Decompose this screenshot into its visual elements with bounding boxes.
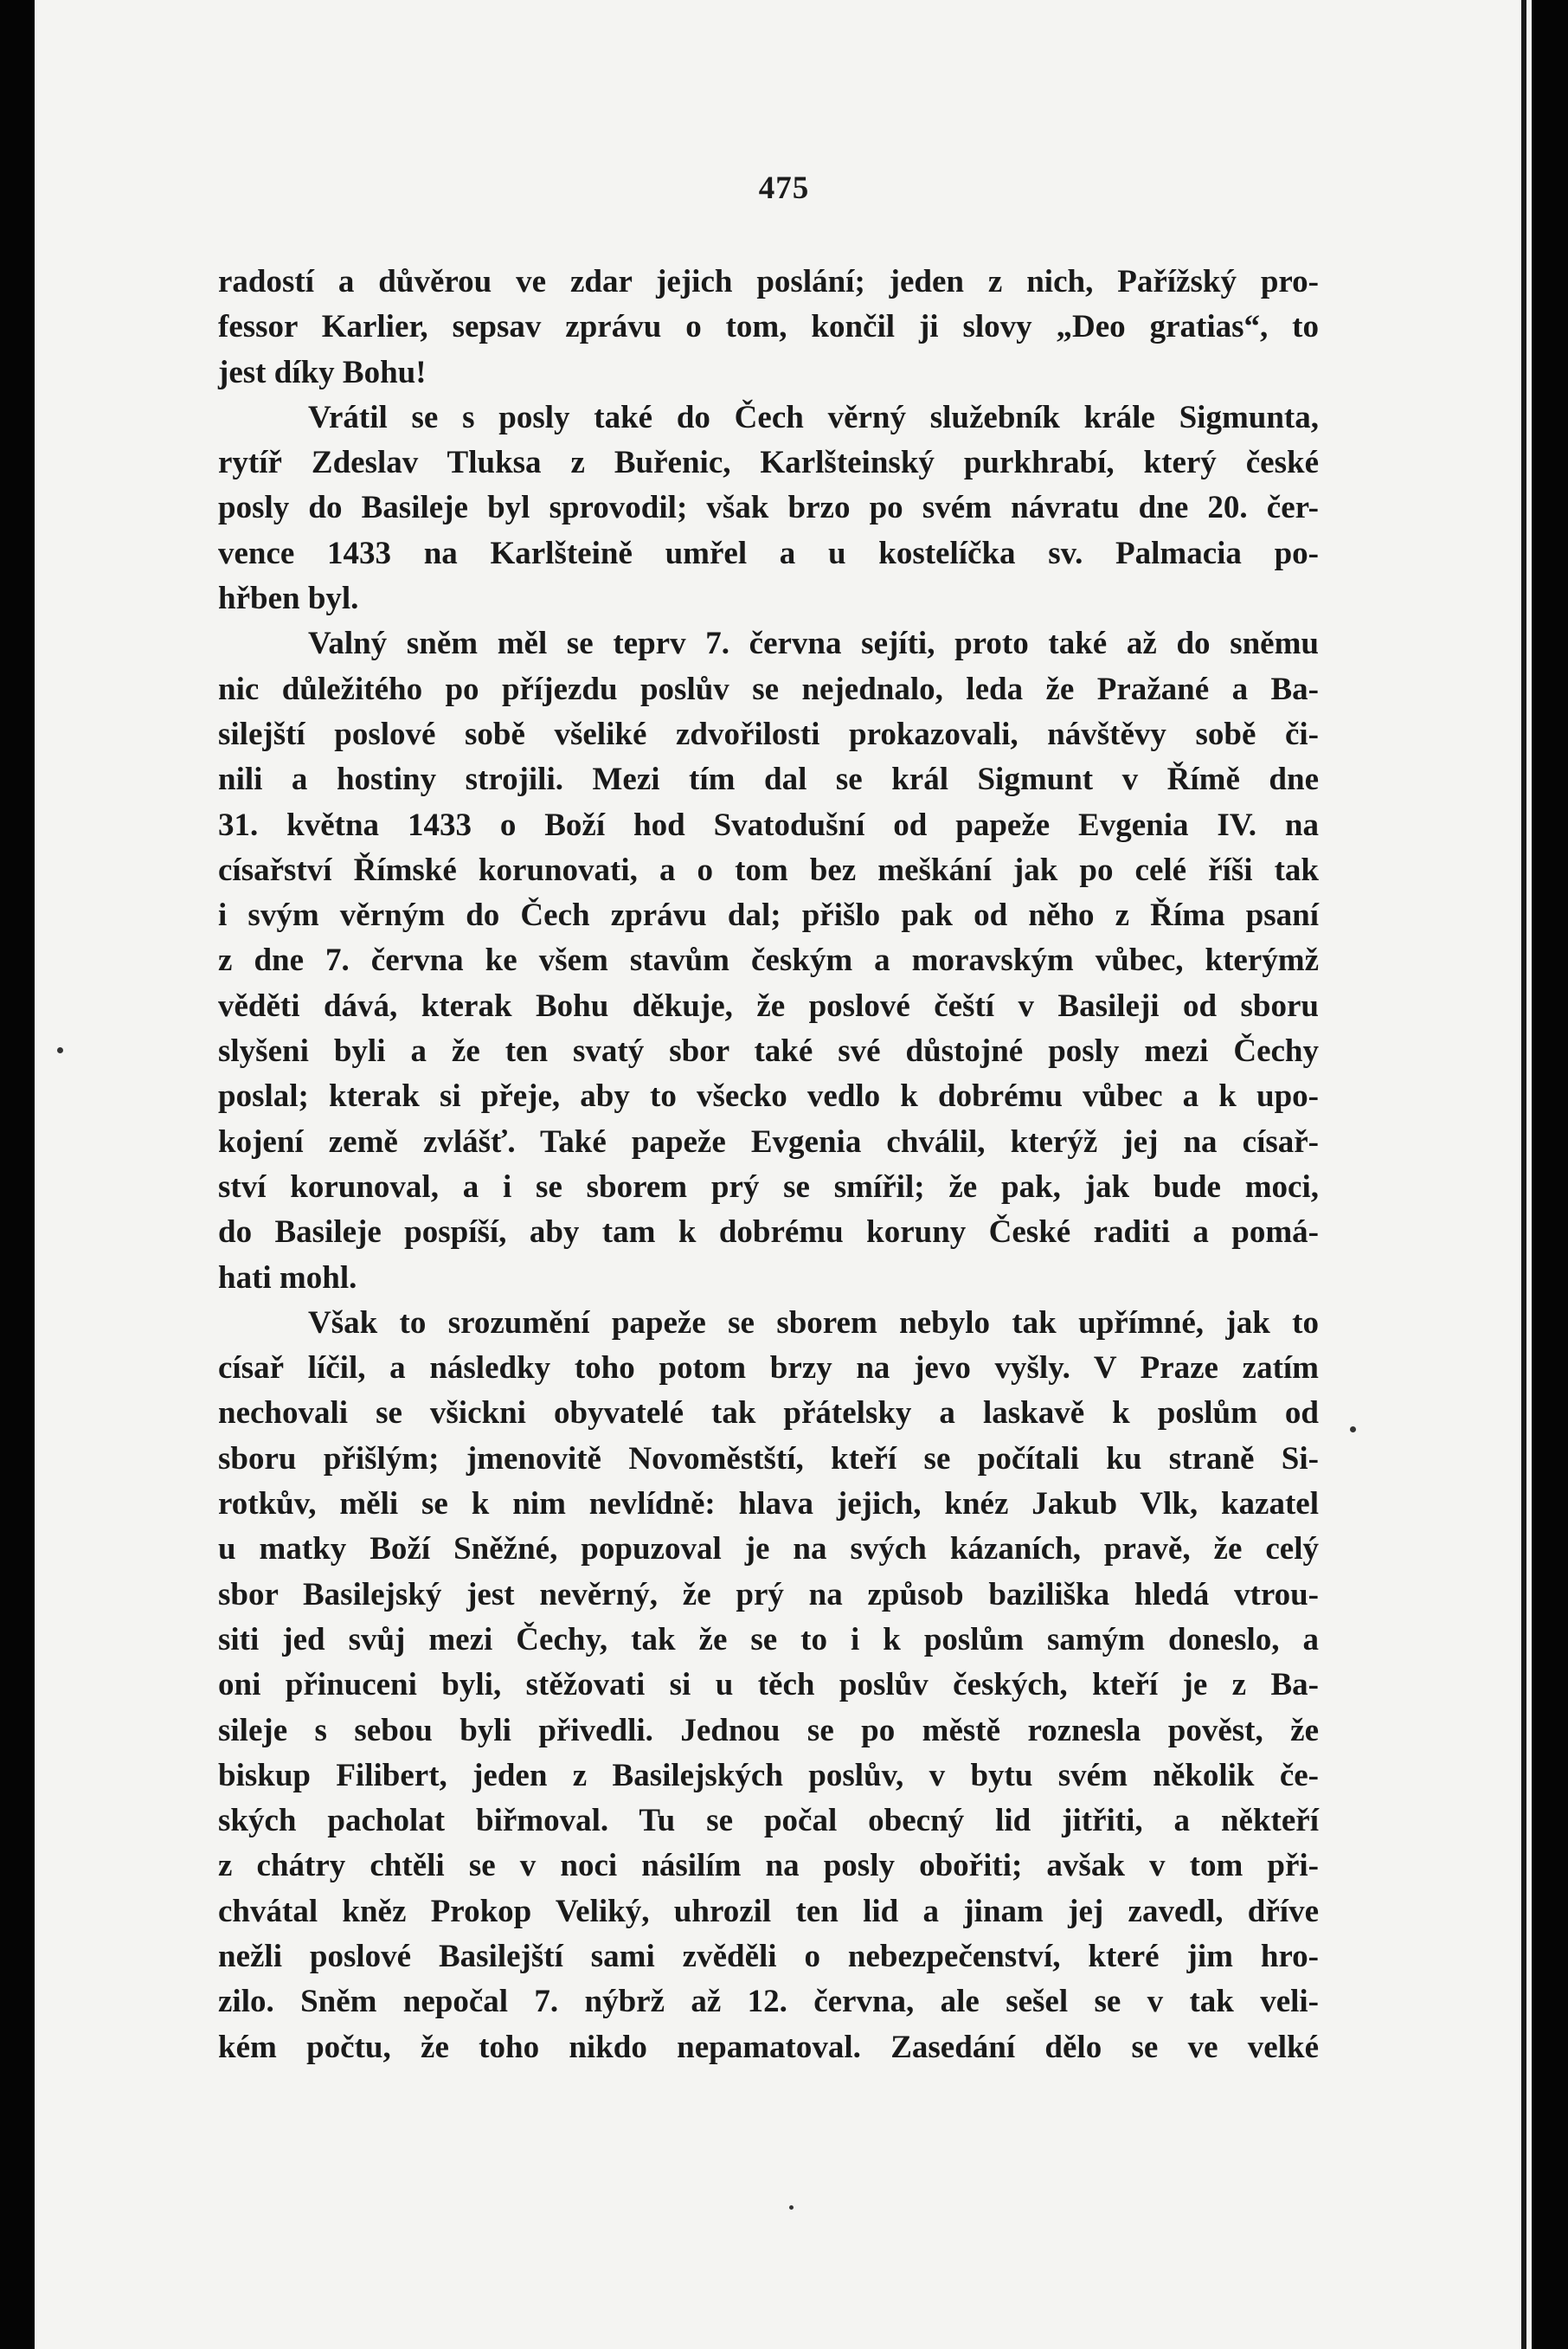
text-line: poslal; kterak si přeje, aby to všecko vedlo k dobrému vůbec a k upo-: [218, 1078, 1319, 1115]
text-line: do Basileje pospíší, aby tam k dobrému koruny České raditi a pomá-: [218, 1214, 1319, 1251]
text-line: kém počtu, že toho nikdo nepamatoval. Zasedání dělo se ve velké: [218, 2029, 1319, 2065]
text-line: radostí a důvěrou ve zdar jejich poslání; jeden z nich, Pařížský pro-: [218, 264, 1319, 299]
scan-speck: [57, 1047, 63, 1053]
text-line: hati mohl.: [218, 1259, 357, 1296]
scan-border-right: [1532, 0, 1568, 2349]
text-line: císařství Římské korunovati, a o tom bez meškání jak po celé říši tak: [218, 852, 1319, 888]
text-line: silejští poslové sobě všeliké zdvořilosti prokazovali, návštěvy sobě či-: [218, 716, 1319, 752]
text-line: fessor Karlier, sepsav zprávu o tom, končil ji slovy „Deo gratias“, to: [218, 309, 1319, 345]
text-line: nili a hostiny strojili. Mezi tím dal se král Sigmunt v Římě dne: [218, 762, 1319, 798]
text-line: ských pacholat biřmoval. Tu se počal obecný lid jitřiti, a někteří: [218, 1803, 1319, 1839]
text-line: kojení země zvlášť. Také papeže Evgenia chválil, kterýž jej na císař-: [218, 1123, 1319, 1160]
text-line: nežli poslové Basilejští sami zvěděli o nebezpečenství, které jim hro-: [218, 1938, 1319, 1974]
text-line: siti jed svůj mezi Čechy, tak že se to i k poslům samým doneslo, a: [218, 1621, 1319, 1657]
text-line: sbor Basilejský jest nevěrný, že prý na způsob baziliška hledá vtrou-: [218, 1576, 1319, 1612]
text-line: zilo. Sněm nepočal 7. nýbrž až 12. června, ale sešel se v tak veli-: [218, 1984, 1319, 2020]
text-line: rotkův, měli se k nim nevlídně: hlava jejich, knéz Jakub Vlk, kazatel: [218, 1486, 1319, 1522]
body-text: [218, 260, 1319, 2070]
text-line: slyšeni byli a že ten svatý sbor také své důstojné posly mezi Čechy: [218, 1033, 1319, 1070]
text-line: vence 1433 na Karlšteině umřel a u kostelíčka sv. Palmacia po-: [218, 535, 1319, 571]
text-line: chvátal kněz Prokop Veliký, uhrozil ten lid a jinam jej zavedl, dříve: [218, 1893, 1319, 1929]
text-line: ství korunoval, a i se sborem prý se smířil; že pak, jak bude moci,: [218, 1168, 1319, 1205]
text-line: oni přinuceni byli, stěžovati si u těch poslův českých, kteří je z Ba-: [218, 1667, 1319, 1703]
text-line: 31. května 1433 o Boží hod Svatodušní od papeže Evgenia IV. na: [218, 807, 1319, 843]
text-line: císař líčil, a následky toho potom brzy na jevo vyšly. V Praze zatím: [218, 1350, 1319, 1387]
text-line: Valný sněm měl se teprv 7. června sejíti, proto také až do sněmu: [308, 626, 1319, 662]
scan-border-left: [0, 0, 35, 2349]
scan-speck: [789, 2205, 794, 2210]
scan-speck: [1350, 1426, 1356, 1432]
text-line: z dne 7. června ke všem stavům českým a moravským vůbec, kterýmž: [218, 943, 1319, 979]
text-line: nic důležitého po příjezdu poslův se nejednalo, leda že Pražané a Ba-: [218, 671, 1319, 707]
text-line: jest díky Bohu!: [218, 354, 427, 390]
page-number: 475: [758, 171, 810, 206]
text-line: biskup Filibert, jeden z Basilejských poslův, v bytu svém několik če-: [218, 1757, 1319, 1793]
text-line: Vrátil se s posly také do Čech věrný služebník krále Sigmunta,: [308, 399, 1319, 435]
text-line: z chátry chtěli se v noci násilím na posly obořiti; avšak v tom při-: [218, 1848, 1319, 1884]
scan-border-right-shadow: [1521, 0, 1526, 2349]
text-line: Však to srozumění papeže se sborem nebylo tak upřímné, jak to: [308, 1304, 1319, 1341]
text-line: hřben byl.: [218, 581, 359, 617]
text-line: u matky Boží Sněžné, popuzoval je na svých kázaních, pravě, že celý: [218, 1531, 1319, 1567]
text-line: sboru přišlým; jmenovitě Novoměstští, kteří se počítali ku straně Si-: [218, 1440, 1319, 1477]
text-line: rytíř Zdeslav Tluksa z Buřenic, Karlšteinský purkhrabí, který české: [218, 445, 1319, 481]
text-line: i svým věrným do Čech zprávu dal; přišlo pak od něho z Říma psaní: [218, 898, 1319, 934]
text-line: posly do Basileje byl sprovodil; však brzo po svém návratu dne 20. čer-: [218, 490, 1319, 526]
text-line: věděti dává, kterak Bohu děkuje, že poslové čeští v Basileji od sboru: [218, 988, 1319, 1024]
text-line: nechovali se všickni obyvatelé tak přátelsky a laskavě k poslům od: [218, 1395, 1319, 1432]
text-line: sileje s sebou byli přivedli. Jednou se po městě roznesla pověst, že: [218, 1712, 1319, 1748]
